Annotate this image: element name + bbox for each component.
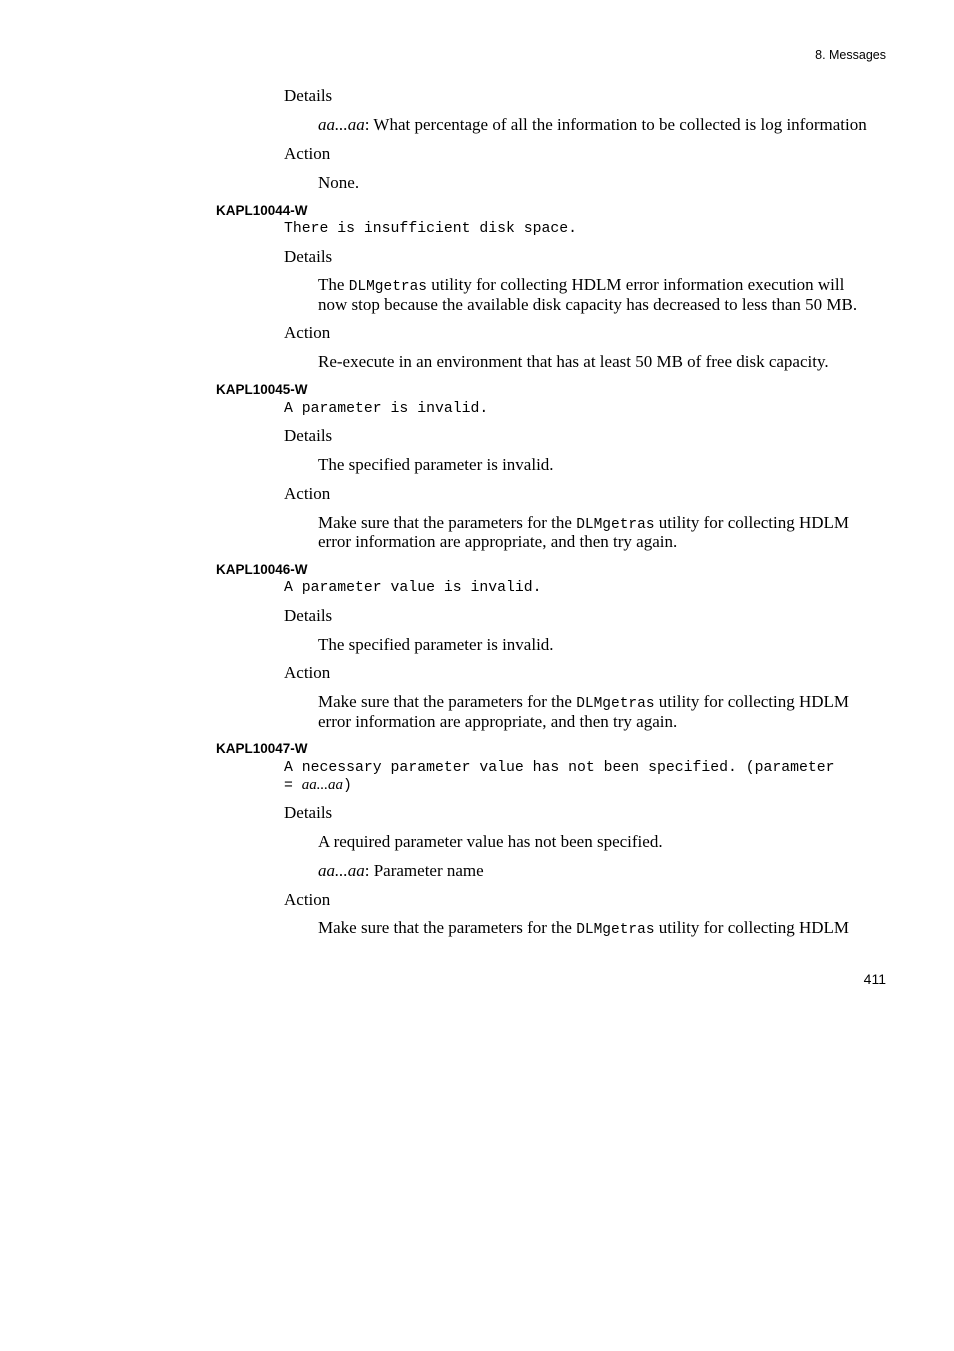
message-text: A parameter value is invalid. xyxy=(284,580,542,596)
action-label: Action xyxy=(284,484,331,503)
action-text-line2: error information are appropriate, and then try again. xyxy=(318,712,678,731)
message-id: KAPL10045-W xyxy=(216,382,308,397)
details-label: Details xyxy=(284,426,333,445)
details-text: The specified parameter is invalid. xyxy=(318,455,554,474)
running-head: 8. Messages xyxy=(815,48,886,62)
action-label: Action xyxy=(284,890,331,909)
command-name: DLMgetras xyxy=(576,696,655,712)
message-id: KAPL10044-W xyxy=(216,203,308,218)
variable-text: aa...aa xyxy=(318,861,365,880)
details-label: Details xyxy=(284,247,333,266)
action-text: Make sure that the parameters for the DLMgetras utility for collecting HDLM xyxy=(318,918,850,938)
action-text: None. xyxy=(318,173,360,192)
message-text: There is insufficient disk space. xyxy=(284,221,578,237)
command-name: DLMgetras xyxy=(348,279,428,295)
message-id: KAPL10047-W xyxy=(216,741,308,756)
page-number: 411 xyxy=(863,971,886,987)
message-text-line2: = aa...aa) xyxy=(284,777,352,794)
action-text: Re-execute in an environment that has at least 50 MB of free disk capacity. xyxy=(318,352,829,371)
command-name: DLMgetras xyxy=(576,517,655,533)
action-text: Make sure that the parameters for the DLMgetras utility for collecting HDLM xyxy=(318,513,850,533)
action-text-line2: error information are appropriate, and then try again. xyxy=(318,532,678,551)
details-label: Details xyxy=(284,86,333,105)
message-text: A parameter is invalid. xyxy=(284,401,489,417)
details-text-line2: now stop because the available disk capacity has decreased to less than 50 MB. xyxy=(318,295,858,314)
action-label: Action xyxy=(284,323,331,342)
message-id: KAPL10046-W xyxy=(216,562,308,577)
details-text: aa...aa: What percentage of all the information to be collected is log information xyxy=(318,115,867,134)
action-label: Action xyxy=(284,663,331,682)
variable-text: aa...aa xyxy=(318,115,365,134)
details-label: Details xyxy=(284,606,333,625)
command-name: DLMgetras xyxy=(576,922,655,938)
details-text: A required parameter value has not been specified. xyxy=(318,832,663,851)
details-text: The specified parameter is invalid. xyxy=(318,635,554,654)
message-text: A necessary parameter value has not been specified. (parameter xyxy=(284,760,835,776)
details-variable-text: aa...aa: Parameter name xyxy=(318,861,484,880)
action-label: Action xyxy=(284,144,331,163)
variable-text: aa...aa xyxy=(301,777,344,793)
details-text: The DLMgetras utility for collecting HDLM error information execution will xyxy=(318,275,845,295)
details-label: Details xyxy=(284,803,333,822)
action-text: Make sure that the parameters for the DLMgetras utility for collecting HDLM xyxy=(318,692,850,712)
